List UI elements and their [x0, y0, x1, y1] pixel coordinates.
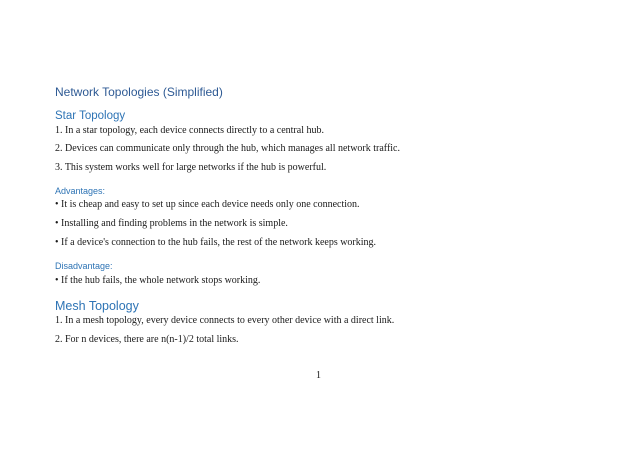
star-point-1: 1. In a star topology, each device connects directly to a central hub. [55, 125, 324, 136]
advantages-heading: Advantages: [55, 186, 106, 196]
disadvantage-heading: Disadvantage: [55, 261, 113, 271]
mesh-topology-heading: Mesh Topology [55, 299, 139, 313]
advantage-item-3: • If a device's connection to the hub fails, the rest of the network keeps working. [55, 237, 377, 248]
disadvantage-item-1: • If the hub fails, the whole network stops working. [55, 275, 261, 286]
star-point-2: 2. Devices can communicate only through the hub, which manages all network traffic. [55, 143, 400, 154]
star-topology-heading: Star Topology [55, 110, 126, 122]
page-number: 1 [316, 370, 321, 381]
document-title: Network Topologies (Simplified) [55, 85, 223, 99]
mesh-point-1: 1. In a mesh topology, every device connects to every other device with a direct link. [55, 315, 395, 326]
advantage-item-1: • It is cheap and easy to set up since each device needs only one connection. [55, 199, 360, 210]
advantage-item-2: • Installing and finding problems in the network is simple. [55, 218, 288, 229]
star-point-3: 3. This system works well for large networks if the hub is powerful. [55, 162, 327, 173]
mesh-point-2: 2. For n devices, there are n(n-1)/2 total links. [55, 334, 239, 345]
